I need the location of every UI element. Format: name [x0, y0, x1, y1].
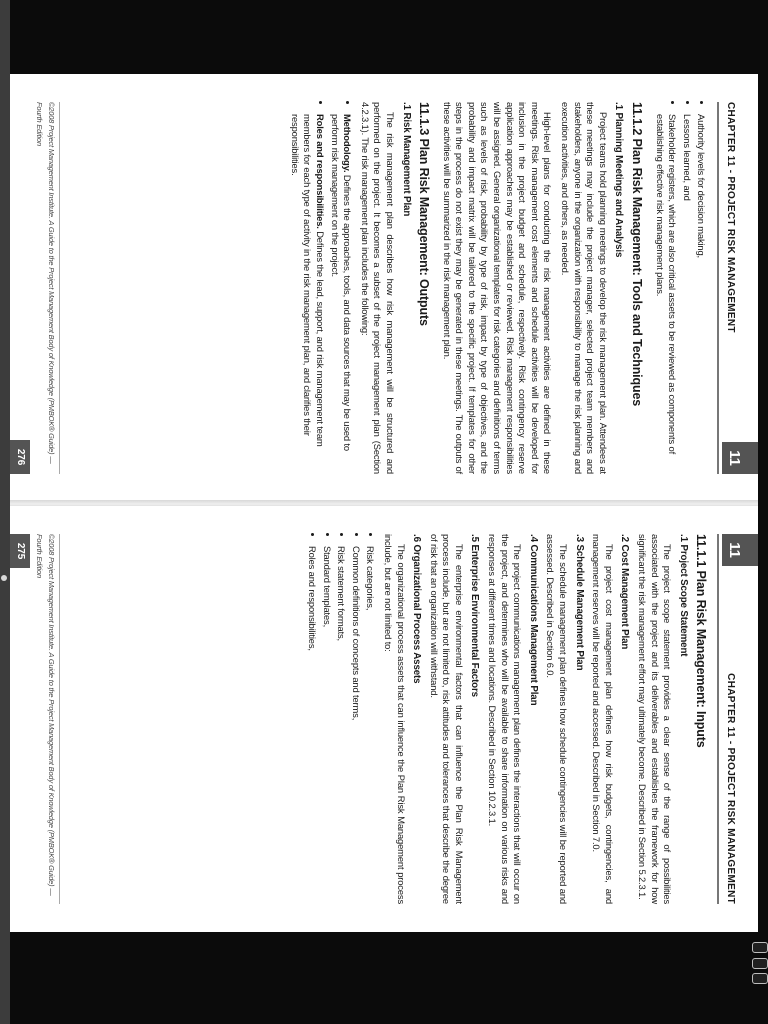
list-item: • Common definitions of concepts and terms,: [349, 546, 362, 904]
subsection-heading: .1 Planning Meetings and Analysis: [613, 102, 625, 258]
list-item: • Risk statement formats,: [335, 546, 348, 904]
list-item: [288, 114, 326, 474]
term: Methodology.: [342, 114, 354, 173]
chapter-number-tab: 11: [722, 442, 758, 474]
paragraph: The project cost management plan defines how risk budgets, contingencies, and management reserves will be reported and accessed. Described in Section 7.0.: [591, 534, 615, 904]
paragraph: The enterprise environmental factors that can influence the Plan Risk Management process include, but are not limited to, risk attitudes and tolerances that describe the degree of risk that an organization will withstand.: [428, 534, 465, 904]
section-heading: 11.1.3 Plan Risk Management: Outputs: [417, 102, 432, 326]
page-footer: ©2008 Project Management Institute. A Guide to the Project Management Body of Knowledge (PMBOK® Guide) — Fourth Edition: [32, 534, 60, 904]
viewer-controls[interactable]: [752, 942, 768, 984]
bullet-list: [288, 102, 353, 474]
list-item: • Stakeholder registers, which are also critical assets to be reviewed as components of establishing effective risk management plans.: [653, 114, 678, 474]
subsection-heading: .1 Project Scope Statement: [677, 534, 689, 657]
control-icon[interactable]: [752, 958, 768, 969]
page-number: 276: [10, 440, 30, 474]
list-item: • Authority levels for decision making,: [695, 114, 708, 474]
paragraph: Project teams hold planning meetings to develop the risk management plan. Attendees at these meetings may include the project manager, selected project team members and stakeholders, anyone in the organization with responsibility to manage the risk planning and execution activities, and others, as needed.: [560, 102, 609, 474]
control-icon[interactable]: [752, 942, 768, 953]
section-heading: 11.1.2 Plan Risk Management: Tools and Techniques: [630, 102, 645, 407]
subsection-heading: .2 Cost Management Plan: [619, 534, 631, 650]
subsection-heading: .6 Organizational Process Assets: [411, 534, 423, 684]
definition: Defines the lead, support, and risk management team members for each type of activity in the risk management plan, and clarifies their responsibilities.: [289, 114, 326, 447]
term: Roles and responsibilities.: [314, 114, 326, 229]
scanned-spread: [10, 74, 758, 932]
right-page: [10, 506, 758, 932]
header-rule: [717, 534, 719, 904]
side-toolbar-strip: [0, 0, 10, 1024]
subsection-heading: .3 Schedule Management Plan: [573, 534, 585, 671]
paragraph: The project scope statement provides a clear sense of the range of possibilities associated with the project and its deliverables and establishes the framework for how significant the risk management effort may ultimately become. Described in Section 5.2.3.1.: [637, 534, 674, 904]
rotated-spread: [10, 74, 758, 932]
subsection-heading: .5 Enterprise Environmental Factors: [469, 534, 481, 697]
bullet-list: [653, 102, 707, 474]
section-heading: 11.1.1 Plan Risk Management: Inputs: [694, 534, 709, 748]
subsection-heading: .4 Communications Management Plan: [527, 534, 539, 706]
paragraph: The organizational process assets that can influence the Plan Risk Management process include, but are not limited to:: [382, 534, 407, 904]
paragraph: High-level plans for conducting the risk management activities are defined in these meetings. Risk management cost elements and schedule activities will be developed for inclusion in the project budget and schedule, respectively. Risk contingency reserve application approaches may be established or reviewed. Risk management responsibilities will be assigned. General organizational templates for risk categories and definitions of terms such as levels of risk, probability by type of risk, impact by type of objectives, and the probability and impact matrix will be tailored to the specific project. If templates for other steps in the process do not exist they may be generated in these meetings. The outputs of these activities will be summarized in the risk management plan.: [441, 102, 554, 474]
page-footer: ©2008 Project Management Institute. A Guide to the Project Management Body of Knowledge (PMBOK® Guide) — Fourth Edition: [32, 102, 60, 474]
page-number: 275: [10, 534, 30, 568]
running-header: CHAPTER 11 - PROJECT RISK MANAGEMENT: [725, 102, 736, 333]
list-item: [328, 114, 353, 474]
list-item: • Risk categories,: [364, 546, 377, 904]
header-rule: [717, 102, 719, 474]
control-icon[interactable]: [752, 973, 768, 984]
list-item: • Standard templates,: [320, 546, 333, 904]
subsection-heading: .1 Risk Management Plan: [400, 102, 412, 217]
list-item: • Lessons learned, and: [680, 114, 693, 474]
list-item: • Roles and responsibilities,: [305, 546, 318, 904]
paragraph: The project communications management plan defines the interactions that will occur on the project, and determines who will be available to share information on various risks and responses at different times and locations. Described in Section 10.2.3.1.: [487, 534, 524, 904]
paragraph: The risk management plan describes how risk management will be structured and performed on the project. It becomes a subset of the project management plan (Section 4.2.3.1). The risk management plan includes the following:: [359, 102, 396, 474]
left-page: [10, 74, 758, 502]
dot-icon: [1, 575, 7, 581]
definition: Defines the approaches, tools, and data sources that may be used to perform risk management on the project.: [329, 114, 354, 451]
running-header: CHAPTER 11 - PROJECT RISK MANAGEMENT: [725, 673, 736, 904]
paragraph: The schedule management plan defines how schedule contingencies will be reported and assessed. Described in Section 6.0.: [545, 534, 570, 904]
bullet-list: [305, 534, 376, 904]
chapter-number-tab: 11: [722, 534, 758, 566]
